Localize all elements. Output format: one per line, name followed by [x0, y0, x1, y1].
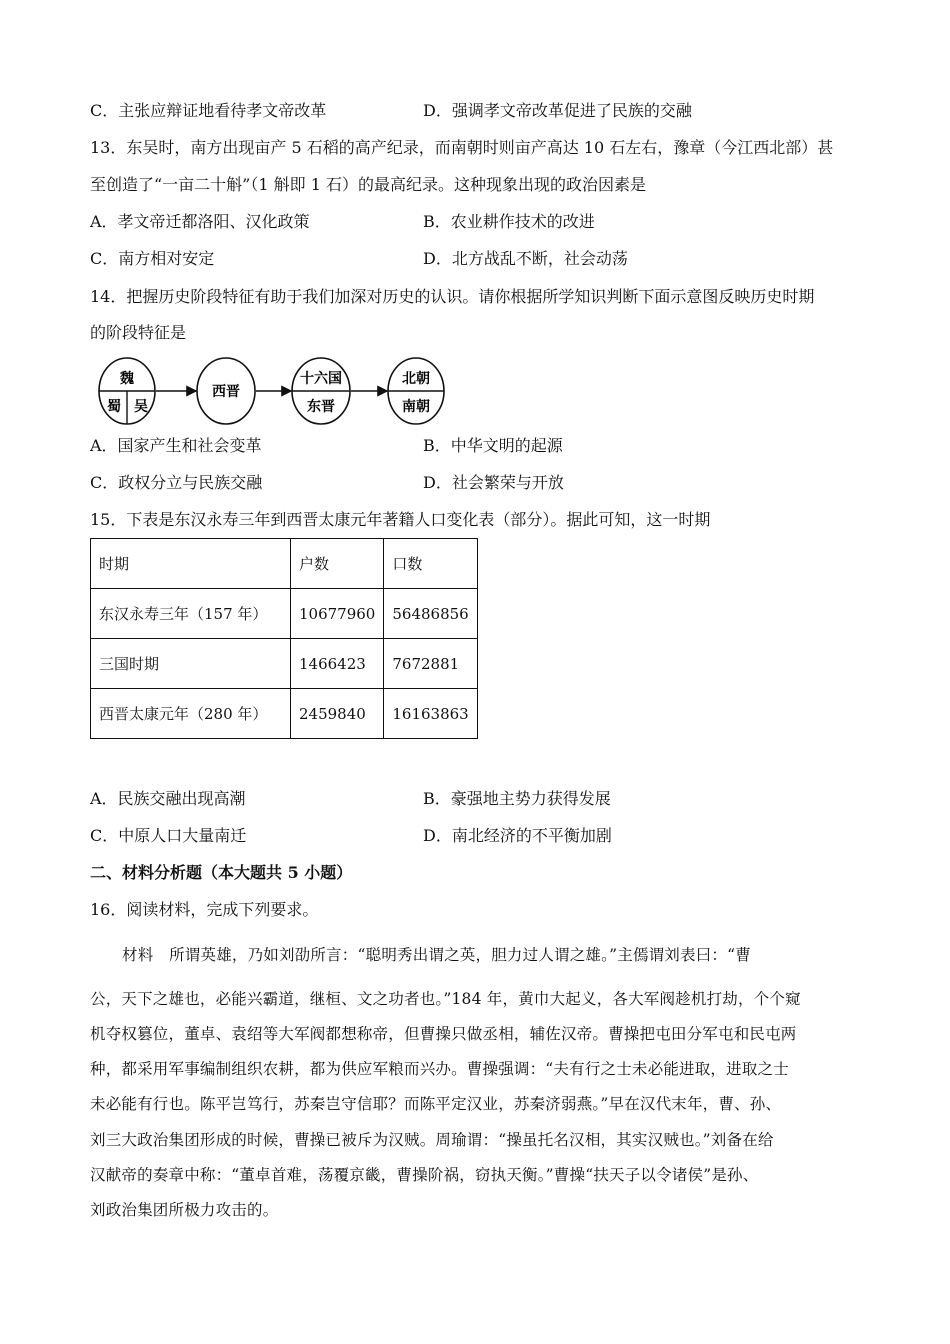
q12-option-c: C．主张应辩证地看待孝文帝改革	[90, 101, 327, 120]
q13-stem-line1: 13．东吴时，南方出现亩产 5 石稻的高产纪录，而南朝时则亩产高达 10 石左右，豫章（今江西北部）甚	[90, 138, 834, 157]
material-line: 汉献帝的奏章中称：“董卓首难，荡覆京畿，曹操阶祸，窃执天衡。”曹操“扶天子以令诸侯”是孙、	[90, 1166, 759, 1184]
table-row	[91, 689, 478, 739]
label-dongjin: 东晋	[307, 399, 335, 415]
q14-option-c: C．政权分立与民族交融	[90, 473, 263, 492]
label-wei: 魏	[120, 371, 134, 387]
table-cell: 16163863	[384, 689, 477, 739]
q14-option-b: B．中华文明的起源	[423, 436, 563, 455]
dynasty-flow-diagram	[98, 355, 448, 427]
circle-sixteen-kingdoms	[292, 358, 350, 424]
table-header: 口数	[384, 539, 477, 589]
material-line: 材料 所谓英雄，乃如刘劭所言：“聪明秀出谓之英，胆力过人谓之雄。”主傿谓刘表曰：“曹	[122, 946, 751, 964]
circle-western-jin	[197, 358, 255, 424]
circle-northern-southern	[388, 358, 444, 424]
q14-stem-line2: 的阶段特征是	[90, 323, 187, 342]
material-line: 刘政治集团所极力攻击的。	[90, 1201, 279, 1219]
label-shu: 蜀	[107, 399, 121, 415]
table-row	[91, 639, 478, 689]
material-line: 种，都采用军事编制组织农耕，都为供应军粮而兴办。曹操强调：“夫有行之士未必能进取，进取之士	[90, 1060, 789, 1078]
material-line: 未必能有行也。陈平岂笃行，苏秦岂守信耶？而陈平定汉业，苏秦济弱燕。”早在汉代末年，曹、孙、	[90, 1095, 782, 1113]
label-beichao: 北朝	[402, 371, 430, 387]
table-header: 时期	[91, 539, 291, 589]
q13-stem-line2: 至创造了“一亩二十斛”（1 斛即 1 石）的最高纪录。这种现象出现的政治因素是	[90, 175, 646, 194]
table-row	[91, 589, 478, 639]
label-wu: 吴	[134, 399, 148, 415]
q15-option-d: D．南北经济的不平衡加剧	[423, 826, 612, 845]
q14-option-a: A．国家产生和社会变革	[90, 436, 262, 455]
table-cell: 1466423	[291, 639, 384, 689]
material-line: 机夺权篡位，董卓、袁绍等大军阀都想称帝，但曹操只做丞相，辅佐汉帝。曹操把屯田分军屯和民屯两	[90, 1025, 797, 1043]
table-cell: 西晋太康元年（280 年）	[91, 689, 291, 739]
material-line: 刘三大政治集团形成的时候，曹操已被斥为汉贼。周瑜谓：“操虽托名汉相，其实汉贼也。”刘备在给	[90, 1131, 774, 1149]
q15-option-c: C．中原人口大量南迁	[90, 826, 247, 845]
table-cell: 2459840	[291, 689, 384, 739]
material-line: 公，天下之雄也，必能兴霸道，继桓、文之功者也。”184 年，黄巾大起义，各大军阀趁机打劫，个个窥	[90, 990, 801, 1008]
q13-option-a: A．孝文帝迁都洛阳、汉化政策	[90, 212, 310, 231]
circle-three-kingdoms	[99, 358, 155, 424]
table-cell: 东汉永寿三年（157 年）	[91, 589, 291, 639]
q13-option-b: B．农业耕作技术的改进	[423, 212, 595, 231]
q15-stem: 15．下表是东汉永寿三年到西晋太康元年著籍人口变化表（部分）。据此可知，这一时期	[90, 510, 711, 529]
table-cell: 7672881	[384, 639, 477, 689]
table-header: 户数	[291, 539, 384, 589]
q15-option-a: A．民族交融出现高潮	[90, 789, 246, 808]
population-table	[90, 538, 478, 739]
q13-option-c: C．南方相对安定	[90, 249, 215, 268]
label-sixteen-kingdoms: 十六国	[300, 371, 342, 387]
label-xijin: 西晋	[212, 384, 240, 400]
q13-option-d: D．北方战乱不断，社会动荡	[423, 249, 628, 268]
table-cell: 56486856	[384, 589, 477, 639]
table-cell: 三国时期	[91, 639, 291, 689]
label-nanchao: 南朝	[402, 399, 430, 415]
section-title: 二、材料分析题（本大题共 5 小题）	[90, 863, 353, 882]
q12-option-d: D．强调孝文帝改革促进了民族的交融	[423, 101, 692, 120]
q15-option-b: B．豪强地主势力获得发展	[423, 789, 611, 808]
q14-option-d: D．社会繁荣与开放	[423, 473, 564, 492]
q16-stem: 16．阅读材料，完成下列要求。	[90, 900, 319, 919]
table-header-row	[91, 539, 478, 589]
q14-stem-line1: 14．把握历史阶段特征有助于我们加深对历史的认识。请你根据所学知识判断下面示意图反映历史时期	[90, 287, 815, 306]
table-cell: 10677960	[291, 589, 384, 639]
